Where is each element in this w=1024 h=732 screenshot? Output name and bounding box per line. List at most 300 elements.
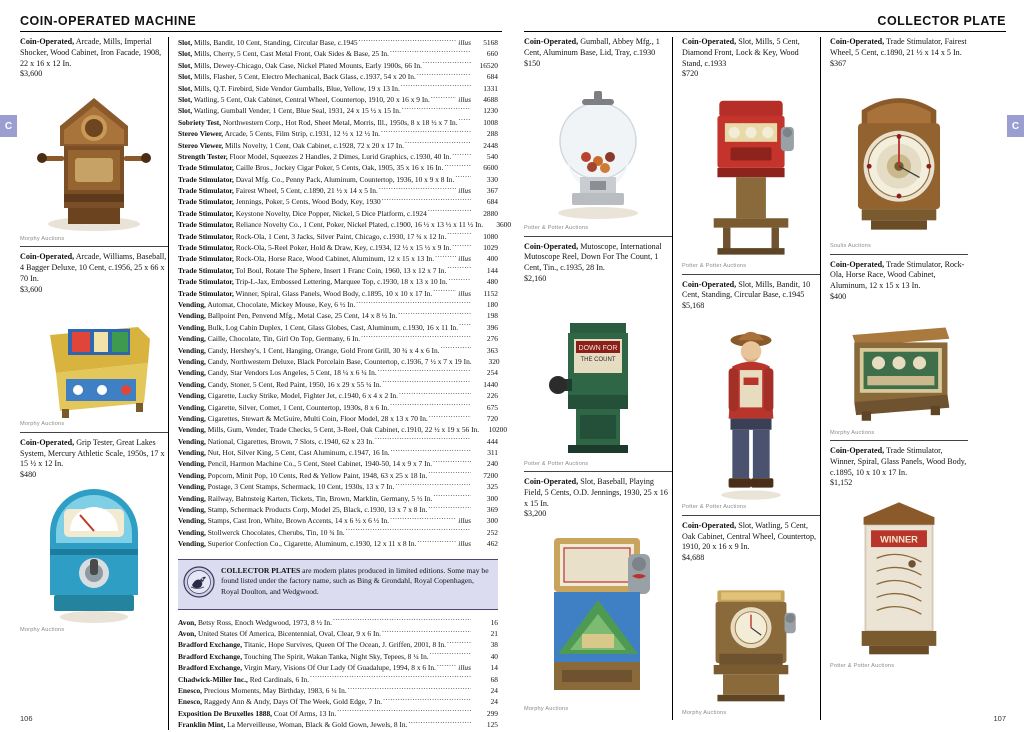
leader-dots [428,208,471,216]
entry-description: Vending, Stamps, Cast Iron, White, Brown Accents, 14 x 6 ½ x 6 ½ In. [178,516,390,526]
entry-description: Trade Stimulator, Rock-Ola, Horse Race, Wood Cabinet, Aluminum, 12 x 15 x 13 In. [178,254,435,264]
illus-marker: illus [458,38,471,47]
entry-description: Trade Stimulator, Tol Boul, Rotate The Sphere, Insert 1 Franc Coin, 1960, 13 x 12 x 7 In. [178,265,447,275]
price-entry [178,390,498,401]
price-entry [178,379,498,390]
photo-credit: Soulis Auctions [830,243,871,250]
entry-description: Enesco, Precious Moments, May Birthday, 1983, 6 ¼ In. [178,685,347,695]
leader-dots [356,299,471,307]
price-entry [178,265,498,276]
entry-description: Slot, Mills, Flasher, 5 Cent, Electro Mechanical, Back Glass, c.1937, 54 x 20 In. [178,72,416,82]
entry-price: 320 [488,356,500,366]
price-entry [178,413,498,424]
caption-block [20,252,168,295]
entry-price: 14 [490,663,498,673]
caption-divider [524,471,672,472]
price-entry [178,310,498,321]
caption-text: Slot, Mills, Bandit, 10 Cent, Standing, Circular Base, c.1945 [682,279,811,300]
caption-price: $367 [830,58,847,68]
leader-dots [417,538,456,546]
entry-price: 480 [486,277,498,287]
entry-description: Vending, Cigarette, Lucky Strike, Model, Fighter Jet, c.1940, 6 x 4 x 2 In. [178,391,398,401]
photo-mutoscope [524,289,672,459]
caption-block [524,37,672,69]
note-lead: COLLECTOR PLATES [221,565,301,575]
entry-description: Vending, Stamp, Schermack Products Corp, Model 25, Black, c.1930, 13 x 7 x 8 In. [178,505,428,515]
illus-marker: illus [458,539,471,549]
entry-description: Stereo Viewer, Mills Novelty, 1 Cent, Oak Cabinet, c.1928, 72 x 20 x 17 In. [178,140,404,150]
entry-description: Bradford Exchange, Virgin Mary, Visions Of Our Lady Of Guadalupe, 1994, 8 x 6 In. [178,663,436,673]
entry-price: 254 [486,368,498,378]
leader-dots [447,265,471,273]
entry-price: 125 [486,720,498,730]
entry-price: 311 [487,448,498,458]
leader-dots [449,276,472,284]
caption-text: Trade Stimulator, Winner, Spiral, Glass Panels, Wood Body, c.1895, 10 x 10 x 17 In. [830,446,967,477]
leader-dots [430,651,471,659]
entry-description: Exposition De Bruxelles 1888, Coat Of Arms, 13 In. [178,708,337,718]
price-entry [178,37,498,48]
entry-price: 24 [490,697,498,707]
entry-description: Chadwick-Miller Inc., Red Cardinals, 6 In. [178,674,310,684]
entry-price: 462 [486,539,498,549]
collector-plate-entries [178,617,498,731]
price-entry [178,333,498,344]
price-entry [178,196,498,207]
leader-dots [433,458,471,466]
photo-credit: Morphy Auctions [20,421,65,428]
folio-right: 107 [993,714,1006,723]
entry-description: Trade Stimulator, Trip-L-Jax, Embossed Lettering, Marquee Top, c.1930, 18 x 13 x 10 In. [178,277,448,287]
price-entry [178,651,498,662]
caption-text: Trade Stimulator, Rock-Ola, Horse Race, Wood Cabinet, Aluminum, 12 x 15 x 13 In. [830,259,965,291]
caption-lead: Coin-Operated, [830,37,885,46]
entry-description: Trade Stimulator, Daval Mfg. Co., Penny Pack, Aluminum, Countertop, 1936, 10 x 9 x 8 In. [178,174,455,184]
page-title-left: COIN-OPERATED MACHINE [20,14,502,32]
entry-description: Vending, Railway, Bahnsteig Karten, Tickets, Tin, Brown, Marklin, Germany, 5 ½ In. [178,493,433,503]
price-entry [178,708,498,719]
entry-description: Slot, Mills, Q.T. Firebird, Side Vendor Gumballs, Blue, Yellow, 19 x 13 In. [178,83,400,93]
entry-price: 330 [486,174,498,184]
photo-credit: Morphy Auctions [20,236,65,242]
right-page-columns [524,37,1006,720]
caption-block [682,37,820,80]
entry-description: Strength Tester, Floor Model, Squeezes 2 Handles, 2 Dimes, Lurid Graphics, c.1930, 40 In. [178,151,452,161]
leader-dots [423,60,471,68]
price-entry [178,696,498,707]
caption-price: $1,152 [830,478,853,488]
price-entry [178,447,498,458]
price-entry [178,436,498,447]
entry-description: Trade Stimulator, Fairest Wheel, 5 Cent, c.1890, 21 ½ x 14 x 5 In. [178,186,378,196]
caption-lead: Coin-Operated, [524,241,579,251]
entry-price: 6600 [483,163,498,173]
price-entry [178,504,498,515]
photo-slot-bandit-cowboy [682,316,820,502]
entry-price: 400 [486,254,498,264]
leader-dots [378,367,471,375]
caption-divider [20,432,168,433]
price-entry [178,515,498,526]
left-page-columns [20,37,512,730]
photo-rock-ola-horse-race [830,307,968,428]
entry-price: 252 [486,527,498,537]
leader-dots [383,696,471,704]
leader-dots [429,413,471,421]
entry-description: Vending, Cigarette, Silver, Comet, 1 Cent, Countertop, 1930s, 8 x 6 In. [178,402,390,412]
entry-description: Trade Stimulator, Winner, Spiral, Glass Panels, Wood Body, c.1895, 10 x 10 x 17 In. [178,288,433,298]
caption-text: Arcade, Mills, Imperial Shocker, Wood Cabinet, Iron Facade, 1908, 22 x 16 x 12 In. [20,37,162,68]
leader-dots [433,288,456,296]
leader-dots [447,231,471,239]
entry-price: 367 [486,186,498,196]
entry-price: 2880 [483,208,498,218]
caption-lead: Coin-Operated, [830,446,885,456]
caption-lead: Coin-Operated, [524,477,579,487]
caption-price: $480 [20,470,37,480]
price-entry [178,674,498,685]
svg-text:THE COUNT: THE COUNT [580,356,616,363]
price-entry [178,253,498,264]
caption-lead: Coin-Operated, [524,37,579,46]
price-entry [178,639,498,650]
price-entry [178,48,498,59]
caption-lead: Coin-Operated, [682,520,737,530]
entry-price: 1080 [483,231,498,241]
leader-dots [405,140,471,148]
photo-fairest-wheel [830,73,968,241]
entry-price: 2448 [483,140,498,150]
entry-description: Sobriety Test, Northwestern Corp., Hot Rod, Sheet Metal, Morris, Ill., 1950s, 8 x 18 ½ x 7 In. [178,117,458,127]
entry-description: Slot, Mills, Cherry, 5 Cent, Cast Metal Front, Oak Sides & Base, 25 In. [178,49,389,59]
leader-dots [441,345,471,353]
thumb-tab-right: C [1007,115,1024,137]
entry-price: 38 [490,640,498,650]
caption-text: Mutoscope, International Mutoscope Reel, Down For The Count, 1 Cent, Tin., c.1935, 28 In. [524,241,662,273]
entry-price: 675 [486,402,498,412]
caption-column-left [20,37,168,730]
price-entry [178,174,498,185]
page-title-right: COLLECTOR PLATE [524,14,1006,32]
price-entry [178,299,498,310]
entry-price: 684 [486,197,498,207]
price-entry [178,628,498,639]
entry-price: 1331 [483,83,498,93]
entry-description: Vending, Cigarettes, Stewart & McGuire, Multi Coin, Floor Model, 28 x 13 x 70 In. [178,413,428,423]
price-entry [178,424,508,435]
caption-text: Slot, Mills, 5 Cent, Diamond Front, Lock & Key, Wood Stand, c.1933 [682,37,800,68]
entry-description: Slot, Watling, 5 Cent, Oak Cabinet, Central Wheel, Countertop, 1910, 20 x 16 x 9 In. [178,94,430,104]
illus-marker: illus [458,94,471,104]
entry-price: 24 [490,685,498,695]
entry-description: Vending, National, Cigarettes, Brown, 7 Slots, c.1940, 62 x 23 In. [178,436,374,446]
leader-dots [348,685,471,693]
illus-marker: illus [458,288,471,298]
caption-column-c [820,37,968,720]
entry-description: Trade Stimulator, Caille Bros., Jockey Cigar Poker, 5 Cents, Oak, 1905, 35 x 16 x 16 In. [178,163,444,173]
entry-description: Bradford Exchange, Touching The Spirit, Wakan Tanka, Night Sky, Tepees, 8 ¼ In. [178,651,429,661]
photo-baseball-arcade [20,299,168,419]
caption-divider [20,246,168,247]
entry-price: 1008 [483,117,498,127]
caption-text: Grip Tester, Great Lakes System, Mercury Athletic Scale, 1950s, 17 x 15 ½ x 12 In. [20,437,165,469]
caption-price: $3,600 [20,69,43,79]
price-entry [178,458,498,469]
entry-price: 40 [490,651,498,661]
price-entry [178,105,498,116]
leader-dots [444,162,471,170]
entry-description: Vending, Candy, Star Vendors Los Angeles, 5 Cent, 18 ¼ x 6 ¼ In. [178,368,377,378]
photo-slot-baseball [524,524,672,704]
illus-marker: illus [458,663,471,673]
entry-description: Vending, Ballpoint Pen, Penvend Mfg., Metal Case, 25 Cent, 14 x 8 ½ In. [178,311,398,321]
photo-gumball-machine [524,73,672,223]
svg-text:WINNER: WINNER [880,534,918,545]
entry-price: 240 [486,459,498,469]
leader-dots [391,447,471,455]
entry-price: 4688 [483,94,498,104]
entry-description: Stereo Viewer, Arcade, 5 Cents, Film Strip, c.1931, 12 ½ x 12 ½ In. [178,129,380,139]
bird-plate-icon [183,566,215,603]
caption-column-b [672,37,820,720]
price-entry [178,481,498,492]
price-entry [178,208,498,219]
leader-dots [417,71,471,79]
leader-dots [310,674,471,682]
entry-price: 1152 [483,288,498,298]
price-entry [178,662,498,673]
leader-dots [452,242,471,250]
entry-price: 444 [486,436,498,446]
photo-credit: Morphy Auctions [682,709,727,716]
entry-description: Vending, Stollwerck Chocolates, Cherubs, Tin, 10 ¾ In. [178,527,345,537]
price-entry [178,288,498,299]
leader-dots [455,174,471,182]
leader-dots [395,481,471,489]
entry-price: 1440 [483,379,498,389]
leader-dots [431,94,456,102]
svg-text:DOWN FOR: DOWN FOR [578,344,618,352]
leader-dots [390,515,456,523]
collector-plates-note [178,559,498,610]
leader-dots [359,37,457,45]
entry-description: Avon, Betsy Ross, Enoch Wedgwood, 1973, 8 ½ In. [178,617,332,627]
photo-imperial-shocker [20,84,168,234]
entry-description: Slot, Mills, Bandit, 10 Cent, Standing, Circular Base, c.1945 [178,38,358,47]
caption-column-a [524,37,672,720]
entry-price: 5168 [483,38,498,47]
leader-dots [459,117,471,125]
price-entry [178,493,498,504]
entry-price: 363 [486,345,498,355]
leader-dots [382,628,471,636]
price-entry [178,94,498,105]
photo-credit: Potter & Potter Auctions [524,460,589,467]
photo-credit: Potter & Potter Auctions [682,263,747,270]
caption-price: $150 [524,58,541,68]
entry-price: 16 [490,617,498,627]
price-entry [178,538,498,549]
leader-dots [433,493,471,501]
entry-description: Trade Stimulator, Jennings, Poker, 5 Cents, Wood Body, Key, 1930 [178,197,381,207]
price-entry [178,117,498,128]
leader-dots [399,390,471,398]
caption-text: Arcade, Williams, Baseball, 4 Bagger Deluxe, 10 Cent, c.1956, 25 x 66 x 70 In. [20,252,167,283]
caption-text: Trade Stimulator, Fairest Wheel, 5 Cent, c.1890, 21 ½ x 14 x 5 In. [830,37,967,57]
caption-block [524,242,672,285]
entry-description: Vending, Candy, Hershey's, 1 Cent, Hanging, Orange, Gold Front Grill, 30 ¾ x 4 x 6 In. [178,345,440,355]
price-entry [178,527,498,538]
illus-marker: illus [458,516,471,526]
photo-credit: Morphy Auctions [524,706,569,713]
entry-price: 1029 [483,243,498,253]
caption-price: $2,160 [524,273,547,283]
photo-grip-tester [20,485,168,625]
leader-dots [379,185,456,193]
leader-dots [337,708,471,716]
leader-dots [375,436,471,444]
caption-price: $3,600 [20,284,43,294]
price-entry [178,140,498,151]
entry-description: Trade Stimulator, Rock-Ola, 5-Reel Poker, Hold & Draw, Key, c.1934, 12 ½ x 15 ½ x 9 In. [178,243,452,253]
caption-divider [524,236,672,237]
coin-operated-entries [178,37,512,550]
caption-block [20,438,168,481]
entry-price: 7200 [483,470,498,480]
caption-text: Slot, Watling, 5 Cent, Oak Cabinet, Central Wheel, Countertop, 1910, 20 x 16 x 9 In. [682,520,817,552]
price-entry [178,345,498,356]
entry-price: 720 [486,413,498,423]
entry-description: Vending, Superior Confection Co., Cigarette, Aluminum, c.1930, 12 x 11 x 8 In. [178,539,417,549]
illus-marker: illus [458,186,471,196]
photo-credit: Morphy Auctions [20,626,65,633]
price-entry [178,367,498,378]
entry-price: 1230 [483,106,498,116]
caption-lead: Coin-Operated, [830,259,885,269]
thumb-tab-left: C [0,115,17,137]
caption-divider [682,274,820,275]
leader-dots [402,105,471,113]
caption-price: $3,200 [524,509,547,519]
price-entry [178,83,498,94]
price-entry [178,151,498,162]
caption-block [682,280,820,312]
leader-dots [447,639,471,647]
entry-price: 3600 [496,220,512,230]
entry-description: Vending, Caille, Chocolate, Tin, Girl On Top, Germany, 6 In. [178,334,361,344]
caption-block [524,477,672,520]
note-body [221,566,492,598]
leader-dots [382,196,471,204]
leader-dots [382,379,471,387]
caption-divider [830,440,968,441]
price-entry [178,71,498,82]
entry-price: 16520 [479,60,498,70]
entry-price: 68 [490,674,498,684]
caption-block [682,521,820,564]
entry-description: Vending, Mills, Gum, Vender, Trade Checks, 5 Cent, 3-Reel, Oak Cabinet, c.1910, 22 ½ x 19 x 56 In. [178,425,480,435]
entry-description: Trade Stimulator, Keystone Novelty, Dice Popper, Nickel, 5 Dice Platform, c.1924 [178,208,427,218]
entry-description: Vending, Postage, 3 Cent Stamps, Schermack, 10 Cent, 1930s, 13 x 7 In. [178,482,395,492]
entry-price: 198 [486,311,498,321]
caption-text: Gumball, Abbey Mfg., 1 Cent, Aluminum Base, Lid, Tray, c.1930 [524,37,660,57]
price-entry [178,219,512,230]
caption-price: $400 [830,291,847,301]
price-entry [178,231,498,242]
caption-lead: Coin-Operated, [20,437,75,447]
entry-description: Trade Stimulator, Rock-Ola, 1 Cent, 3 Jacks, Silver Paint, Chicago, c.1930, 17 ¾ x 12 In. [178,231,447,241]
caption-text: Slot, Baseball, Playing Field, 5 Cents, O.D. Jennings, 1930, 25 x 16 x 15 In. [524,477,668,508]
entry-price: 276 [486,334,498,344]
entry-price: 540 [486,151,498,161]
entry-description: Avon, United States Of America, Bicentennial, Oval, Clear, 9 x 6 In. [178,628,381,638]
leader-dots [459,322,471,330]
caption-block [830,37,968,69]
photo-credit: Potter & Potter Auctions [524,225,589,232]
entry-description: Vending, Bulk, Log Cabin Duplex, 1 Cent, Glass Globes, Cast, Aluminum, c.1930, 16 x 11 In. [178,322,459,332]
entry-price: 660 [486,49,498,59]
leader-dots [381,128,471,136]
caption-divider [682,515,820,516]
caption-block [830,446,968,489]
leader-dots [452,151,471,159]
entry-price: 288 [486,129,498,139]
entry-price: 21 [490,628,498,638]
leader-dots [437,662,456,670]
price-entry [178,719,498,730]
price-entry [178,322,498,333]
price-list-column [168,37,512,730]
caption-block [830,260,968,303]
right-page [512,0,1024,732]
entry-description: Franklin Mint, La Merveilleuse, Woman, Black & Gold Gown, Jewels, 8 In. [178,720,408,730]
price-entry [178,470,498,481]
leader-dots [428,504,471,512]
leader-dots [346,527,471,535]
caption-price: $720 [682,69,699,79]
leader-dots [390,48,471,56]
price-entry [178,162,498,173]
entry-price: 325 [486,482,498,492]
entry-description: Vending, Candy, Stoner, 5 Cent, Red Paint, 1950, 16 x 29 x 55 ¼ In. [178,379,382,389]
entry-price: 299 [486,708,498,718]
price-entry [178,685,498,696]
caption-lead: Coin-Operated, [682,37,737,46]
leader-dots [435,253,456,261]
entry-description: Slot, Mills, Dewey-Chicago, Oak Case, Nickel Plated Mounts, Early 1900s, 66 In. [178,60,422,70]
price-entry [178,402,498,413]
photo-credit: Morphy Auctions [830,429,875,436]
entry-price: 684 [486,72,498,82]
entry-description: Bradford Exchange, Titanic, Hope Survives, Queen Of The Ocean, J. Griffen, 2001, 8 In. [178,640,447,650]
leader-dots [401,83,471,91]
note-text: are modern plates produced in limited editions. Some may be found listed under the factory name, such as Bing & Grondahl, Royal Copenhagen, Royal Doulton, and Wedgwood. [221,565,489,597]
entry-price: 226 [486,391,498,401]
price-entry [178,128,498,139]
leader-dots [361,333,471,341]
leader-dots [398,310,471,318]
price-entry [178,617,498,628]
leader-dots [408,719,471,727]
caption-price: $4,688 [682,553,705,563]
entry-price: 144 [486,265,498,275]
caption-lead: Coin-Operated, [682,279,737,289]
illus-marker: illus [458,254,471,264]
price-entry [178,60,498,71]
entry-price: 300 [486,493,498,503]
entry-price: 300 [486,516,498,526]
photo-winner-spiral [830,493,968,661]
